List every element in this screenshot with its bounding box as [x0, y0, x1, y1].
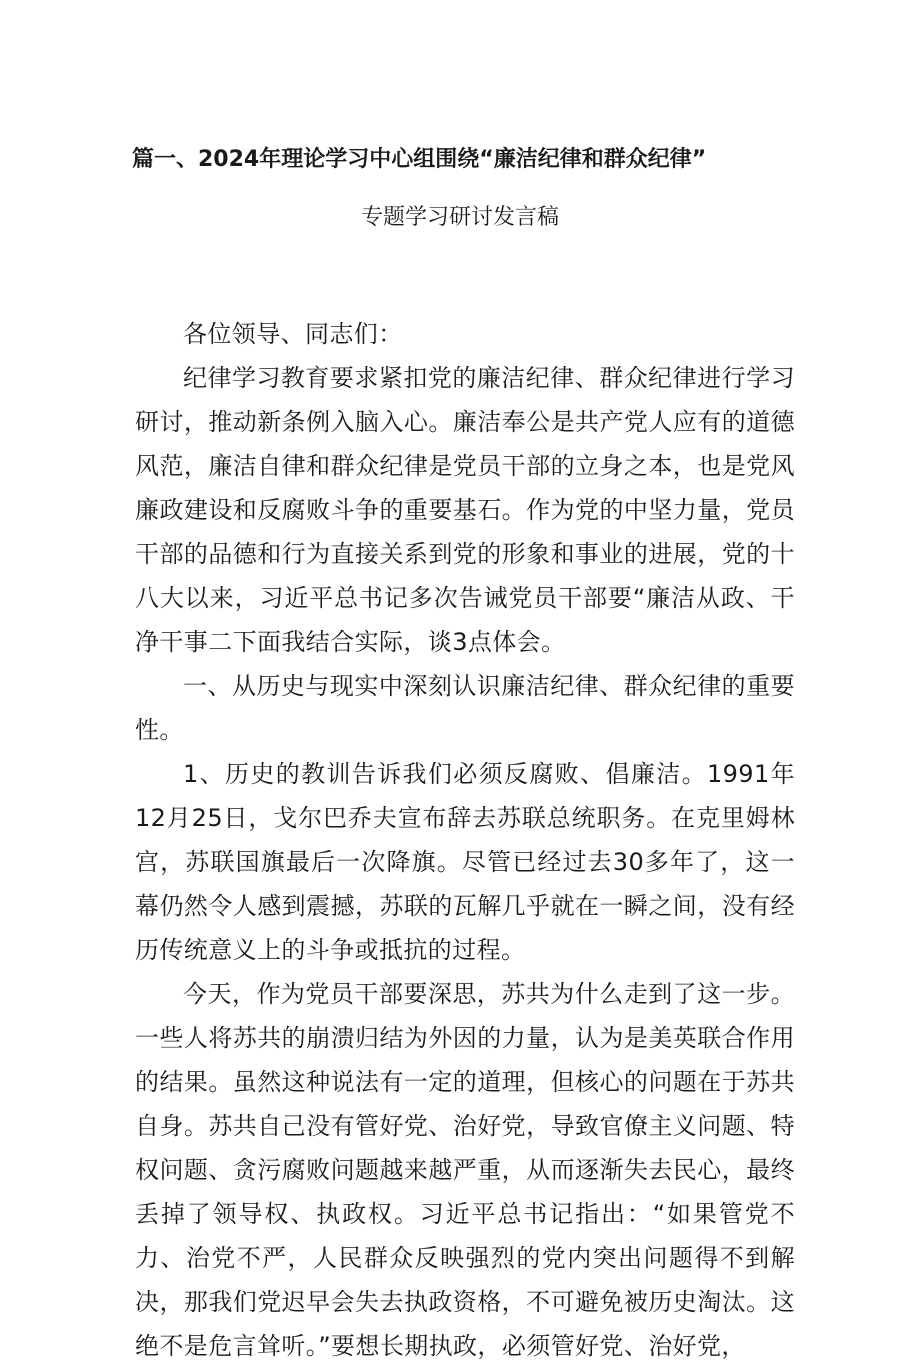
intro-paragraph: 纪律学习教育要求紧扣党的廉洁纪律、群众纪律进行学习研讨，推动新条例入脑入心。廉洁奉公是共产党人应有的道德风范，廉洁自律和群众纪律是党员干部的立身之本，也是党风廉政建设和反腐败斗争的重要基石。作为党的中坚力量，党员干部的品德和行为直接关系到党的形象和事业的进展，党的十八大以来，习近平总书记多次告诫党员干部要“廉洁从政、干净干事二下面我结合实际，谈3点体会。 [135, 364, 795, 656]
document-title-line-2: 专题学习研讨发言稿 [360, 205, 559, 230]
section-heading-1: 一、从历史与现实中深刻认识廉洁纪律、群众纪律的重要性。 [135, 672, 795, 744]
reflection-paragraph: 今天，作为党员干部要深思，苏共为什么走到了这一步。一些人将苏共的崩溃归结为外因的力量，认为是美英联合作用的结果。虽然这种说法有一定的道理，但核心的问题在于苏共自身。苏共自己没有管好党、治好党，导致官僚主义问题、特权问题、贪污腐败问题越来越严重，从而逐渐失去民心，最终丢掉了领导权、执政权。习近平总书记指出：“如果管党不力、治党不严，人民群众反映强烈的党内突出问题得不到解决，那我们党迟早会失去执政资格，不可避免被历史淘汰。这绝不是危言耸听。”要想长期执政，必须管好党、治好党， [135, 980, 795, 1360]
history-paragraph: 1、历史的教训告诉我们必须反腐败、倡廉洁。1991年12月25日，戈尔巴乔夫宣布辞去苏联总统职务。在克里姆林宫，苏联国旗最后一次降旗。尽管已经过去30多年了，这一幕仍然令人感到震撼，苏联的瓦解几乎就在一瞬之间，没有经历传统意义上的斗争或抵抗的过程。 [135, 760, 795, 964]
document-body [135, 312, 795, 1368]
document-title-line-1: 篇一、2024年理论学习中心组围绕“廉洁纪律和群众纪律” [132, 147, 707, 172]
salutation-paragraph: 各位领导、同志们： [183, 320, 403, 348]
